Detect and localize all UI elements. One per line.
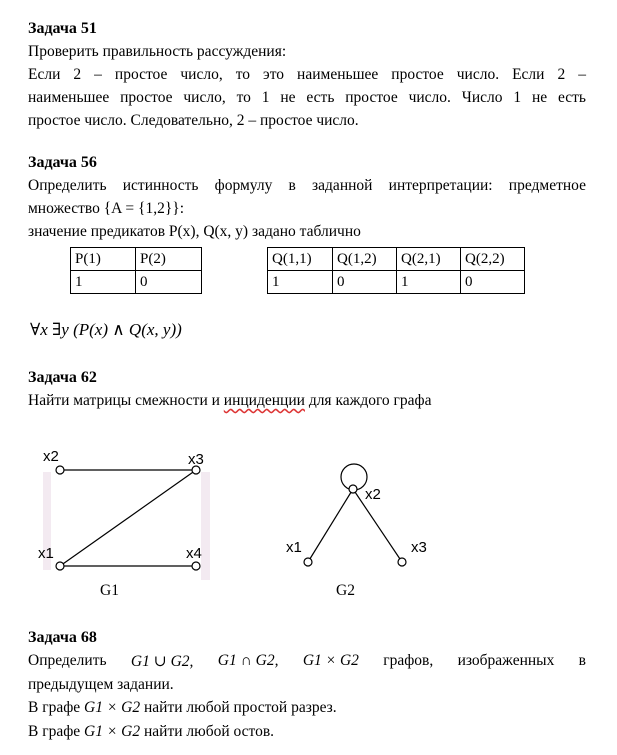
g1-edge-x3-x1: [60, 470, 196, 566]
formula: ∀x ∃y (P(x) ∧ Q(x, y)): [30, 320, 182, 339]
task-62-title: Задача 62: [28, 369, 97, 386]
task-51-statement: Проверить правильность рассуждения:: [28, 43, 287, 60]
g2-edge-x2-x1: [308, 489, 353, 562]
g2-label-x3: x3: [411, 539, 427, 556]
g1-node-x1: [56, 562, 64, 570]
q-header-1: Q(1,1): [268, 248, 333, 271]
g1-label-x2: x2: [43, 448, 59, 465]
p-header-2: P(2): [136, 248, 202, 271]
q-value-3: 1: [397, 271, 461, 294]
g1-label-x1: x1: [38, 545, 54, 562]
p-value-1: 1: [71, 271, 136, 294]
task-68-title: Задача 68: [28, 629, 97, 646]
g1-label-x3: x3: [188, 451, 204, 468]
scan-mark-right: [201, 472, 210, 580]
g2-label-x2: x2: [365, 486, 381, 503]
g1-node-x2: [56, 466, 64, 474]
task-68-line-4: В графе G1 × G2 найти любой остов.: [28, 723, 275, 740]
g2-node-x2: [349, 485, 357, 493]
p-value-2: 0: [136, 271, 202, 294]
g2-name: G2: [336, 582, 355, 599]
q-header-2: Q(1,2): [333, 248, 397, 271]
p-header-1: P(1): [71, 248, 136, 271]
task-56-line-1: Определить истинность формулу в заданной интерпретации: предметное: [28, 177, 586, 194]
g2-label-x1: x1: [286, 539, 302, 556]
g1-name: G1: [100, 582, 119, 599]
task-56-line-3: значение предикатов P(x), Q(x, y) задано таблично: [28, 223, 361, 240]
q-value-4: 0: [461, 271, 525, 294]
task-51-title: Задача 51: [28, 20, 97, 37]
q-value-2: 0: [333, 271, 397, 294]
task-51-line-3: простое число. Следовательно, 2 – простое число.: [28, 112, 359, 129]
g1-node-x4: [192, 562, 200, 570]
task-56-title: Задача 56: [28, 154, 97, 171]
task-68-line-1: Определить G1 ∪ G2, G1 ∩ G2, G1 × G2 графов, изображенных в: [28, 652, 586, 670]
task-68-line-3: В графе G1 × G2 найти любой простой разрез.: [28, 699, 337, 716]
g2-node-x1: [304, 558, 312, 566]
q-header-4: Q(2,2): [461, 248, 525, 271]
task-51-line-1: Если 2 – простое число, то это наименьшее простое число. Если 2 –: [28, 66, 586, 83]
task-68-line-2: предыдущем задании.: [28, 676, 174, 693]
task-51-line-2: наименьшее простое число, то 1 не есть простое число. Число 1 не есть: [28, 89, 586, 106]
spellcheck-underline: инциденции: [223, 392, 305, 409]
task-62-statement: Найти матрицы смежности и инциденции для каждого графа: [28, 392, 432, 409]
q-value-1: 1: [268, 271, 333, 294]
g1-label-x4: x4: [186, 545, 202, 562]
q-header-3: Q(2,1): [397, 248, 461, 271]
g2-node-x3: [398, 558, 406, 566]
task-56-line-2: множество {A = {1,2}}:: [28, 200, 184, 217]
